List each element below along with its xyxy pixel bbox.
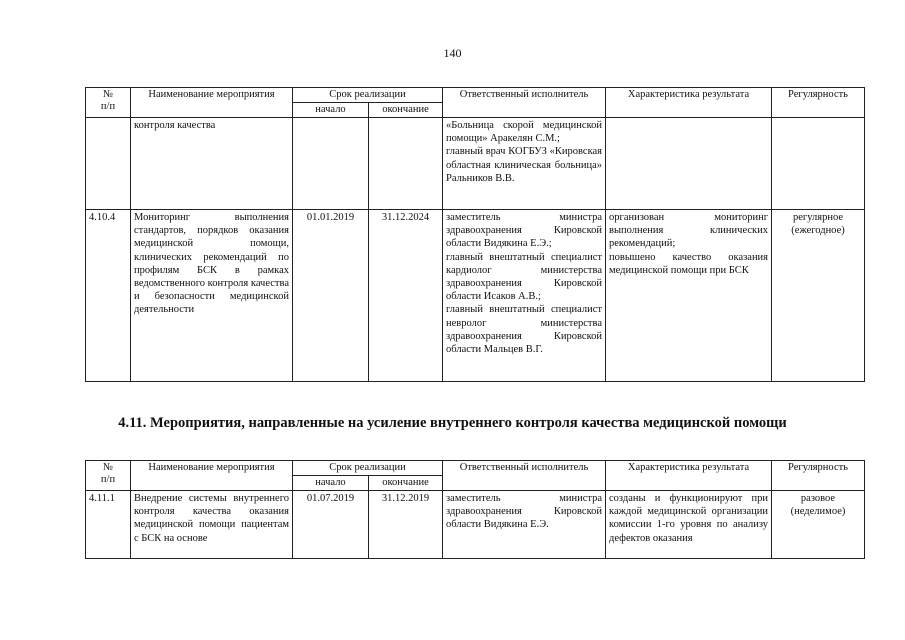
cell-responsible: заместитель министра здравоохранения Кировской области Видякина Е.Э.; главный внештатный специалист кардиолог министерства здравоохранения Кировской области Исаков А.В.; главный внештатный специалист невролог министерства здравоохранения Кировской области Мальцев В.Г. xyxy=(443,210,606,382)
cell-result xyxy=(606,118,772,210)
cell-responsible: заместитель министра здравоохранения Кировской области Видякина Е.Э. xyxy=(443,491,606,559)
cell-name: Внедрение системы внутреннего контроля качества оказания медицинской помощи пациентам с БСК на основе xyxy=(131,491,293,559)
cell-end xyxy=(369,118,443,210)
cell-start: 01.01.2019 xyxy=(293,210,369,382)
header-end: окончание xyxy=(369,476,443,491)
cell-result: созданы и функционируют при каждой медицинской организации комиссии 1-го уровня по анализу дефектов оказания xyxy=(606,491,772,559)
cell-regularity: разовое (неделимое) xyxy=(772,491,865,559)
cell-regularity xyxy=(772,118,865,210)
table-row xyxy=(86,491,865,559)
header-result: Характеристика результата xyxy=(606,88,772,118)
activities-table-4-11 xyxy=(85,460,865,559)
header-responsible: Ответственный исполнитель xyxy=(443,461,606,491)
header-result: Характеристика результата xyxy=(606,461,772,491)
header-start: начало xyxy=(293,103,369,118)
header-period: Срок реализации xyxy=(293,461,443,476)
cell-regularity: регулярное (ежегодное) xyxy=(772,210,865,382)
cell-end: 31.12.2024 xyxy=(369,210,443,382)
cell-name: контроля качества xyxy=(131,118,293,210)
table-header-row xyxy=(86,461,865,476)
cell-start: 01.07.2019 xyxy=(293,491,369,559)
header-regularity: Регулярность xyxy=(772,88,865,118)
header-regularity: Регулярность xyxy=(772,461,865,491)
cell-responsible: «Больница скорой медицинской помощи» Аракелян С.М.; главный врач КОГБУЗ «Кировская областная клиническая больница» Ральников В.В. xyxy=(443,118,606,210)
activities-table-4-10 xyxy=(85,87,865,382)
page-number: 140 xyxy=(443,46,462,60)
cell-start xyxy=(293,118,369,210)
header-name: Наименование мероприятия xyxy=(131,88,293,118)
header-responsible: Ответственный исполнитель xyxy=(443,88,606,118)
table-row xyxy=(86,210,865,382)
table-header-row xyxy=(86,88,865,103)
cell-end: 31.12.2019 xyxy=(369,491,443,559)
cell-name: Мониторинг выполнения стандартов, порядков оказания медицинской помощи, клинических рекомендаций по профилям БСК в рамках ведомственного контроля качества и безопасности медицинской деятельности xyxy=(131,210,293,382)
header-start: начало xyxy=(293,476,369,491)
cell-result: организован мониторинг выполнения клинических рекомендаций; повышено качество оказания медицинской помощи при БСК xyxy=(606,210,772,382)
header-num: № п/п xyxy=(86,88,131,118)
table-row xyxy=(86,118,865,210)
cell-num xyxy=(86,118,131,210)
cell-num: 4.11.1 xyxy=(86,491,131,559)
header-period: Срок реализации xyxy=(293,88,443,103)
header-name: Наименование мероприятия xyxy=(131,461,293,491)
section-title: 4.11. Мероприятия, направленные на усиление внутреннего контроля качества медицинской помощи xyxy=(118,415,787,431)
header-end: окончание xyxy=(369,103,443,118)
header-num: № п/п xyxy=(86,461,131,491)
cell-num: 4.10.4 xyxy=(86,210,131,382)
